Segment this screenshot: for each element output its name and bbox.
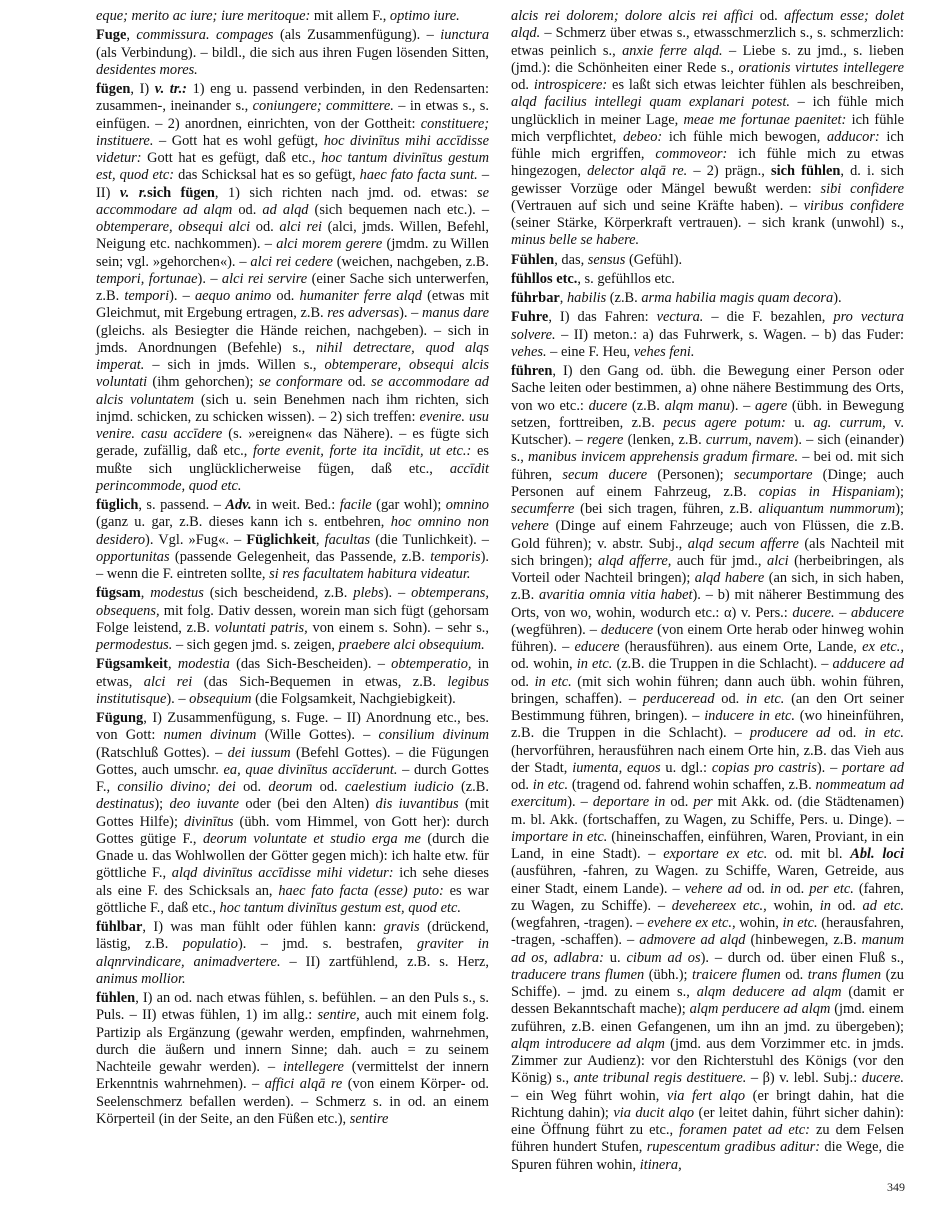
dictionary-entry: Fühlen, das, sensus (Gefühl).	[511, 251, 683, 268]
page-number: 349	[887, 1180, 905, 1194]
left-column	[96, 8, 489, 1130]
dictionary-entry: Fügung, I) Zusammenfügung, s. Fuge. – II) Anordnung etc., bes. von Gott: numen divinum (Wille Gottes). – consilium divinum (Ratschluß Gottes). – dei iussum (Befehl Gottes). – die Fügungen Gottes, auch umschr. ea, quae divinītus accīderunt. – durch Gottes F., consilio divino; dei od. deorum od. caelestium iudicio (z.B. destinatus); deo iuvante oder (bei den Alten) dis iuvantibus (mit Gottes Hilfe); divinītus (übh. vom Himmel, von Gott her): durch Gottes gütige F., deorum voluntate et studio erga me (durch die Gnade u. das Wohlwollen der Götter gegen mich): ich halte etw. für göttliche F., alqd divinītus accīdisse mihi videtur: ich sehe dieses als eine F. des Schicksals an, haec fato facta (esse) puto: es war göttliche F., daß etc., hoc tantum divinītus gestum est, quod etc.	[96, 710, 490, 916]
dictionary-entry: fühlen, I) an od. nach etwas fühlen, s. befühlen. – an den Puls s., s. Puls. – II) etwas fühlen, 1) im allg.: sentire, auch mit einem folg. Partizip als Ergänzung (gewahr werden, empfinden, wahrnehmen, durch die äußern und innern Sinne; dah. auch = zu seinem Nachteile gewahr werden). – intellegere (vermittelst der innern Erkenntnis wahrnehmen). – affici alqā re (von einem Körper- od. Seelenschmerz befallen werden). – Schmerz s. in od. an einem Körperteil (in der Seite, an den Füßen etc.), sentire	[96, 990, 490, 1127]
dictionary-entry: eque; merito ac iure; iure meritoque: mit allem F., optimo iure.	[96, 8, 460, 24]
dictionary-entry: Fuge, commissura. compages (als Zusammenfügung). – iunctura (als Verbindung). – bildl., die sich aus ihren Fugen lösenden Sitten, desidentes mores.	[96, 27, 490, 78]
dictionary-entry: fühllos etc., s. gefühllos etc.	[511, 270, 675, 287]
dictionary-entry: fügen, I) v. tr.: 1) eng u. passend verbinden, in den Redensarten: zusammen-, ineinander s., coniungere; committere. – in etwas s., s. einfügen. – 2) anordnen, einrichten, von der Gottheit: constituere; instituere. – Gott hat es wohl gefügt, hoc divinītus mihi accīdisse videtur: Gott hat es gefügt, daß etc., hoc tantum divinītus gestum est, quod etc: das Schicksal hat es so gefügt, haec fato facta sunt. – II) v. r.sich fügen, 1) sich richten nach jmd. od. etwas: se accommodare ad alqm od. ad alqd (sich bequemen nach etc.). – obtemperare, obsequi alci od. alci rei (alci, jmds. Willen, Befehl, Neigung etc. nachkommen). – alci morem gerere (jmdm. zu Willen sein; vgl. »gehorchen«). – alci rei cedere (weichen, nachgeben, z.B. tempori, fortunae). – alci rei servire (einer Sache sich unterwerfen, z.B. tempori). – aequo animo od. humaniter ferre alqd (etwas mit Gleichmut, mit Ergebung ertragen, z.B. res adversas). – manus dare (gleichs. als Besiegter die Hände reichen, nachgeben). – sich in jmds. Anordnungen (Befehle) s., nihil detrectare, quod alqs imperat. – sich in jmds. Willen s., obtemperare, obsequi alcis voluntati (ihm gehorchen); se conformare od. se accommodare ad alcis voluntatem (sich u. sein Benehmen nach ihm richten, sich injmd. schicken, zu schicken wissen). – 2) sich treffen: evenire. usu venire. casu accīdere (s. »ereignen« das Nähere). – es fügte sich gerade, zufällig, daß etc., forte evenit, forte ita incīdit, ut etc.: es mußte sich unglücklicherweise fügen, daß etc., accīdit perincommode, quod etc.	[96, 81, 490, 494]
dictionary-entry: führbar, habilis (z.B. arma habilia magis quam decora).	[511, 290, 842, 306]
dictionary-entry: führen, I) den Gang od. übh. die Bewegung einer Person oder Sache leiten oder bestimmen, a) ohne nähere Bestimmung des Orts, von wo etc.: ducere (z.B. alqm manu). – agere (übh. in Bewegung setzen, forttreiben, z.B. pecus agere potum: u. ag. currum, v. Kutscher). – regere (lenken, z.B. currum, navem). – sich (einander) s., manibus invicem apprehensis gradum firmare. – bei od. mit sich führen, secum ducere (Personen); secumportare (Dinge; auch Personen auf einem Fahrzeug, z.B. copias in Hispaniam); secumferre (bei sich tragen, führen, z.B. aliquantum nummorum); vehere (Dinge auf einem Fahrzeuge; auch von Flüssen, die z.B. Gold führen); v. abstr. Subj., alqd secum afferre (als Nachteil mit sich bringen); alqd afferre, auch für jmd., alci (herbeibringen, als Vorteil oder Nachteil bringen); alqd habere (an sich, in sich haben, z.B. avaritia omnia vitia habet). – b) mit näherer Bestimmung des Orts, von wo, wohin, wodurch etc.: α) v. Pers.: ducere. – abducere (wegführen). – deducere (von einem Orte herab oder hinweg wohin führen). – educere (herausführen). aus einem Orte, Lande, ex etc., od. wohin, in etc. (z.B. die Truppen in die Schlacht). – adducere ad od. in etc. (mit sich wohin führen; dann auch übh. wohin führen, bringen, schaffen). – perduceread od. in etc. (an den Ort seiner Bestimmung führen, bringen). – inducere in etc. (wo hineinführen, z.B. die Truppen in die Schlacht). – producere ad od. in etc. (hervorführen, herausführen nach einem Orte hin, z.B. das Vieh aus der Stadt, iumenta, equos u. dgl.: copias pro castris). – portare ad od. in etc. (tragend od. fahrend wohin schaffen, z.B. nommeatum ad exercitum). – deportare in od. per mit Akk. od. (die Städtenamen) m. bl. Akk. (fortschaffen, zu Wagen, zu Schiffe, Pers. u. Dinge). – importare in etc. (hineinschaffen, einführen, Waren, Proviant, in ein Land, in eine Stadt). – exportare ex etc. od. mit bl. Abl. loci (ausführen, -fahren, zu Wagen. zu Schiffe, Waren, Getreide, aus einer Stadt, einem Lande). – vehere ad od. in od. per etc. (fahren, zu Wagen, zu Schiffe). – devehereex etc., wohin, in od. ad etc. (wegfahren, -tragen). – evehere ex etc., wohin, in etc. (herausfahren, -tragen, -schaffen). – admovere ad alqd (hinbewegen, z.B. manum ad os, adlabra: u. cibum ad os). – durch od. über einen Fluß s., traducere trans flumen (übh.); traicere flumen od. trans flumen (zu Schiffe). – jmd. zu einem s., alqm deducere ad alqm (damit er dessen Bekanntschaft mache); alqm perducere ad alqm (jmd. einem zuführen, z.B. einen Gefangenen, um ihn an jmd. zu übergeben); alqm introducere ad alqm (jmd. aus dem Vorzimmer etc. in jmds. Zimmer zur Audienz): vor den Richterstuhl des Königs (vor den König) s., ante tribunal regis destituere. – β) v. lebl. Subj.: ducere. – ein Weg führt wohin, via fert alqo (er bringt dahin, hat die Richtung dahin); via ducit alqo (er leitet dahin, führt sicher dahin): eine Öffnung führt zu etc., foramen patet ad etc: zu dem Felsen führen hundert Stufen, rupescentum gradibus aditur: die Wege, die Spuren führen wohin, itinera,	[511, 363, 905, 1173]
dictionary-entry: füglich, s. passend. – Adv. in weit. Bed.: facile (gar wohl); omnino (ganz u. gar, z.B. dieses kann ich s. entbehren, hoc omnino non desidero). Vgl. »Fug«. – Füglichkeit, facultas (die Tunlichkeit). – opportunitas (passende Gelegenheit, das Passende, z.B. temporis). – wenn die F. eintreten sollte, si res facultatem habitura videatur.	[96, 497, 489, 582]
right-column	[511, 8, 904, 1176]
dictionary-entry: Fuhre, I) das Fahren: vectura. – die F. bezahlen, pro vectura solvere. – II) meton.: a) das Fuhrwerk, s. Wagen. – b) das Fuder: vehes. – eine F. Heu, vehes feni.	[511, 309, 904, 360]
dictionary-entry: alcis rei dolorem; dolore alcis rei affici od. affectum esse; dolet alqd. – Schmerz über etwas s., etwasschmerzlich s., s. schmerzlich: etwas peinlich s., anxie ferre alqd. – Liebe s. zu jmd., s. lieben (jmd.): die Schönheiten einer Rede s., orationis virtutes intellegere od. introspicere: es laßt sich etwas leichter fühlen als beschreiben, alqd facilius intellegi quam explanari potest. – ich fühle mich unglücklich in meiner Lage, meae me fortunae paenitet: ich fühle mich verpflichtet, debeo: ich fühle mich bewogen, adducor: ich fühle mich ergriffen, commoveor: ich fühle mich zu etwas hingezogen, delector alqā re. – 2) prägn., sich fühlen, d. i. sich gewisser Vorzüge oder Mängel bewußt werden: sibi confidere (Vertrauen auf sich und seine Kräfte haben). – viribus confidere (seiner Stärke, Körperkraft vertrauen). – sich krank (unwohl) s., minus belle se habere.	[511, 8, 905, 249]
dictionary-entry: fügsam, modestus (sich bescheidend, z.B. plebs). – obtemperans, obsequens, mit folg. Dativ dessen, worein man sich fügt (gehorsam Folge leistend, z.B. voluntati patris, von einem s. Sohn). – sehr s., permodestus. – sich gegen jmd. s. zeigen, praebere alci obsequium.	[96, 585, 490, 653]
dictionary-entry: fühlbar, I) was man fühlt oder fühlen kann: gravis (drückend, lästig, z.B. populatio). – jmd. s. bestrafen, graviter in alqnrvindicare, animadvertere. – II) zartfühlend, z.B. s. Herz, animus mollior.	[96, 919, 490, 987]
dictionary-entry: Fügsamkeit, modestia (das Sich-Bescheiden). – obtemperatio, in etwas, alci rei (das Sich-Bequemen in etwas, z.B. legibus institutisque). – obsequium (die Folgsamkeit, Nachgiebigkeit).	[96, 656, 489, 707]
